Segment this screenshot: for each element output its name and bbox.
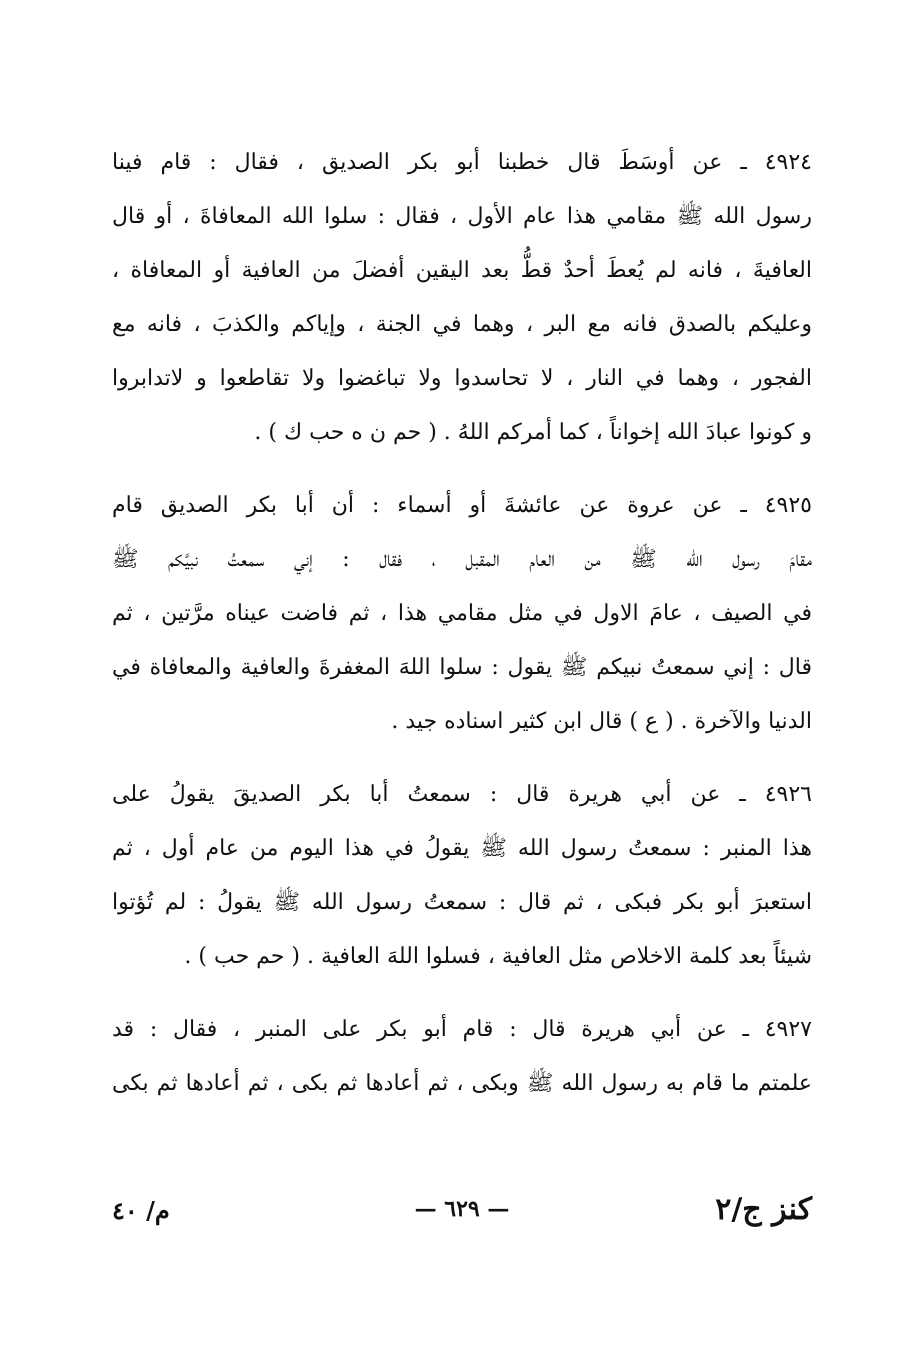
text-line: قال : إني سمعتُ نبيكم ﷺ يقول : سلوا اللهَ المغفرةَ والعافية والمعافاة في <box>112 655 812 680</box>
text-line: رسول الله ﷺ مقامي هذا عام الأول ، فقال : سلوا الله المعافاةَ ، أو قال <box>112 204 812 229</box>
text-line: ٤٩٢٤ ـ عن أوسَطَ قال خطبنا أبو بكر الصديق ، فقال : قام فينا <box>112 150 812 175</box>
text-line: علمتم ما قام به رسول الله ﷺ وبكى ، ثم أعادها ثم بكى ، ثم أعادها ثم بكى <box>112 1071 812 1096</box>
hadith-4924 <box>112 136 812 460</box>
hadith-4927 <box>112 1003 812 1111</box>
text-line: مقامَ رسول الله ﷺ من العام المقبل ، فقال : إني سمعتُ نبيَّكم ﷺ <box>112 547 812 572</box>
text-line: وعليكم بالصدق فانه مع البر ، وهما في الجنة ، وإياكم والكذبَ ، فانه مع <box>112 312 812 337</box>
text-line: ٤٩٢٦ ـ عن أبي هريرة قال : سمعتُ أبا بكر الصديقَ يقولُ على <box>112 782 812 807</box>
text-line: الفجور ، وهما في النار ، لا تحاسدوا ولا تباغضوا ولا تقاطعوا و لاتدابروا <box>112 366 812 391</box>
page-number: — ٦٢٩ — <box>414 1196 510 1222</box>
text-line: شيئاً بعد كلمة الاخلاص مثل العافية ، فسلوا اللهَ العافية . ( حم حب ) . <box>184 944 812 969</box>
text-line: العافيةَ ، فانه لم يُعطَ أحدٌ قطُّ بعد اليقين أفضلَ من العافية أو المعافاة ، <box>112 258 812 283</box>
text-line: الدنيا والآخرة . ( ع ) قال ابن كثير اسناده جيد . <box>391 709 812 734</box>
page-body <box>112 136 812 1130</box>
volume-label: كنز ج/٢ <box>715 1192 812 1227</box>
text-line: و كونوا عبادَ الله إخواناً ، كما أمركم اللهُ . ( حم ن ه حب ك ) . <box>254 420 812 445</box>
hadith-4925 <box>112 479 812 749</box>
text-line: استعبرَ أبو بكر فبكى ، ثم قال : سمعتُ رسول الله ﷺ يقولُ : لم تُؤتوا <box>112 890 812 915</box>
signature-mark: م/ ٤٠ <box>112 1196 170 1225</box>
text-line: ٤٩٢٧ ـ عن أبي هريرة قال : قام أبو بكر على المنبر ، فقال : قد <box>112 1017 812 1042</box>
text-line: في الصيف ، عامَ الاول في مثل مقامي هذا ، ثم فاضت عيناه مرَّتين ، ثم <box>112 601 812 626</box>
text-line: ٤٩٢٥ ـ عن عروة عن عائشةَ أو أسماء : أن أبا بكر الصديق قام <box>112 493 812 518</box>
text-line: هذا المنبر : سمعتُ رسول الله ﷺ يقولُ في هذا اليوم من عام أول ، ثم <box>112 836 812 861</box>
page-footer <box>112 1192 812 1252</box>
hadith-4926 <box>112 768 812 984</box>
